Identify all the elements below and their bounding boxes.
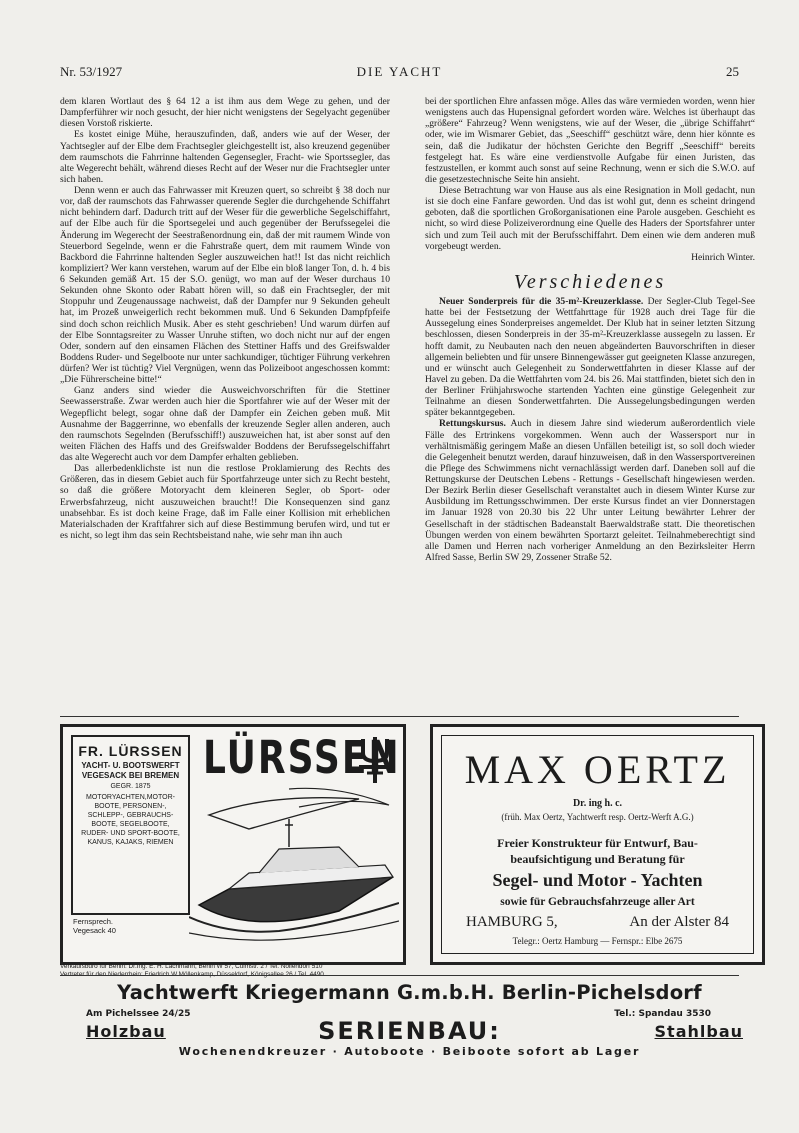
news-item <box>425 296 755 418</box>
news-item-text: Der Segler-Club Tegel-See hatte bei der Festsetzung der Wettfahrttage für 1928 auch drei Tage für die Aussegelung eines Sonderpreises angemeldet. Der Klub hat in seiner letzten Sitzung beschlossen, diesen Sonderpreis in der 35-m²-Kreuzerklasse aussegeln zu lassen. Er hofft damit, zu Neubauten nach den neuen abgeänderten Bauvorschriften in dieser allgemein beliebten und für unsere Binnengewässer gut geeigneten Klasse anzuregen, und er wünscht auch Gelegenheit zu Sonderwettfahrten in dieser Klasse auf der Havel zu geben. Da die Wettfahrten vom 24. bis 26. Mai stattfinden, bietet sich den in der Berliner Frühjahrswoche startenden Yachten eine günstige Gelegenheit zur Teilnahme an diesen Sonderwettfahrten. Die Aussegelungsbedingungen werden später bekanntgegeben. <box>425 296 755 419</box>
luerssen-info-box <box>71 735 190 915</box>
oertz-name: MAX OERTZ <box>464 747 731 792</box>
paragraph: Ganz anders sind wieder die Ausweichvorschriften für die Stettiner Seewasserstraße. Zwar werden auch hier die Sportfahrer wie auf der Weser mit der Wegepflicht belegt, sogar ohne daß der Dampfer ein Zeichen geben muß. Mit Ausnahme der Baggerrinne, wo ebenfalls der kreuzende Segler allen anderen, auch den raumschots Segelnden (Berufsschiff!) auszuweichen hat, ist aber sonst auf den weiten Flächen des Haffs und des Greifswalder Boddens der Berufssegelschiffahrt das alte Wegerecht auch vor dem Dampfer erhalten geblieben. <box>60 385 390 463</box>
luerssen-name: FR. LÜRSSEN <box>78 743 183 759</box>
trident-icon <box>355 733 395 785</box>
paragraph: bei der sportlichen Ehre anfassen möge. Alles das wäre vermieden worden, wenn hier wenigstens auch das Hupensignal gefordert worden wäre. Welches ist überhaupt das „größere“ Fahrzeug? Wenn wenigstens, wie auf der Weser, die „übrige Schiffahrt“ oder, wie im Wismarer Gebiet, das „Seeschiff“ geschützt wäre, denn hier könnte es sein, daß die Judikatur der höchsten Gerichte den Begriff „Seeschiff“ bereits festgelegt hat. Es wäre eine verdienstvolle Aufgabe für einen Juristen, das festzustellen, er kommt auch sonst auf seine Rechnung, wenn er sich die S.W.O. auf die gesetzestechnische Seite hin ansieht. <box>425 96 755 185</box>
luerssen-logo: LÜRSSEN <box>203 733 401 785</box>
section-title: Verschiedenes <box>513 270 667 293</box>
luerssen-phone-number: Vegesack 40 <box>73 926 116 935</box>
oertz-telegraph: Telegr.: Oertz Hamburg — Fernspr.: Elbe 2675 <box>512 936 683 946</box>
paragraph: Denn wenn er auch das Fahrwasser mit Kreuzen quert, so schreibt § 38 doch nur vor, daß der raumschots das Fahrwasser querende Segler die durchgehende Schiffahrt nicht behindern darf. Dadurch tritt auf der Weser für die gewerbliche Segelschiffahrt, auf der Elbe auch für die Sportsegelei und auch gegenüber der Berufssegelei die Änderung im Wegerecht der Seestraßenordnung ein, daß der mit raumem Winde von Steuerbord Segelnde, wenn er die Fahrstraße quert, dem mit raumem Winde von Backbord die Fahrrinne haltenden Segler auszuweichen hat!! Ist das nicht reichlich kompliziert? Wer kann verstehen, warum auf der Elbe ein bloß langer Ton, d. h. 4 bis 6 Sekunden gemäß Art. 15 der S.O. genügt, wo man auf der Weser durchaus 10 Sekunden ohne Skonto oder Rabatt hören will, so daß ein Frachtsegler, der mit Stoppuhr und Zeugenaussage nachweist, daß der Dampfer nur 9 Sekunden geheult hat, im Prozeß unweigerlich recht bekommen muß. Und 6 Sekunden Dampfpfeife sind doch schon reichlich Musik. Aber es steht geschrieben! Und warum dürfen auf der Elbe Sonntagsreiter zu Wasser Unruhe stiften, wo doch nicht nur auf der engen Oder, sondern auf den einsamen Flächen des Stettiner Haffs und des Greifswalder Boddens Ruder- und Segelboote nur unter sachkundiger, tüchtiger Führung verkehren dürfen? Wer ist tüchtig? Viel Vergnügen, wenn das Polizeiboot angeschossen kommt: „Die Führerscheine bitte!“ <box>60 185 390 386</box>
issue-number: Nr. 53/1927 <box>60 64 123 79</box>
news-item-text: Auch in diesem Jahre sind wiederum außerordentlich viele Fälle des Ertrinkens vorgekommen. Wenn auch der Wassersport nur in verhältnismäßig geringem Maße an diesen Unfällen beteiligt ist, so soll doch wieder die Gelegenheit benutzt werden, darauf hinzuweisen, daß in den Wassersportvereinen die Pflege des Schwimmens nicht vernachlässigt werden darf. Daneben soll auf die Rettungskurse der Deutschen Lebens - Rettungs - Gesellschaft hingewiesen werden. Der Bezirk Berlin dieser Gesellschaft veranstaltet auch in diesem Winter Kurse zur Ausbildung im Rettungsschwimmen. Der erste Kursus findet an vier Donnerstagen im Januar 1928 von 20.30 bis 22 Uhr unter Leitung bewährter Lehrer der Gesellschaft in der städtischen Badeanstalt Baerwaldstraße statt. Die theoretischen Übungen werden von einem bewährten Sportarzt geleitet. Teilnahmeberechtigt sind alle Damen und Herren nach vorheriger Anmeldung an den Bezirksleiter Herrn Alfred Sasse, Berlin SW 29, Zossener Straße 52. <box>425 418 755 563</box>
kriegermann-holzbau: Holzbau <box>86 1022 166 1041</box>
kriegermann-title: Yachtwerft Kriegermann G.m.b.H. Berlin-Pichelsdorf <box>117 981 702 1004</box>
news-item <box>425 418 755 563</box>
oertz-ad <box>430 724 765 965</box>
luerssen-founded: GEGR. 1875 <box>110 783 151 791</box>
news-item-title: Rettungskursus. <box>439 418 506 430</box>
oertz-inner-frame <box>441 735 754 954</box>
luerssen-footer <box>60 963 405 980</box>
paragraph: Es kostet einige Mühe, herauszufinden, daß, anders wie auf der Weser, der Yachtsegler auf der Elbe dem Frachtsegler gleichgestellt ist, also kreuzend gegenüber dem raumschots die Fahrrinne haltenden Gegensegler, Fracht- wie Sportssegler, das alte Wegerecht behält, während dieses Recht auf der Weser nur die Frachtsegler unter sich haben. <box>60 129 390 185</box>
oertz-vessels: sowie für Gebrauchsfahrzeuge aller Art <box>500 896 695 908</box>
magazine-title: DIE YACHT <box>356 64 443 79</box>
oertz-services-line: beaufsichtigung und Beratung für <box>510 851 685 866</box>
divider <box>60 975 739 976</box>
page-number: 25 <box>726 64 739 79</box>
oertz-city: HAMBURG 5, <box>466 914 558 930</box>
luerssen-ad <box>60 724 406 965</box>
kriegermann-stahlbau: Stahlbau <box>654 1022 743 1041</box>
oertz-former: (früh. Max Oertz, Yachtwerft resp. Oertz-Werft A.G.) <box>501 812 694 822</box>
paragraph: Das allerbedenklichste ist nun die restlose Proklamierung des Rechts des Größeren, das in diesem Gebiet auch für Sportfahrzeuge unter sich zu Recht besteht, so daß die größere Motoryacht dem kleineren Segler, ob Sport- oder Erwerbsfahrzeug, nicht auszuweichen braucht!! Die Konsequenzen sind ganz unabsehbar. Es ist doch keine Frage, daß im Falle einer Kollision mit erheblichen Materialschaden der Kraftfahrer sich auf diese Bestimmung berufen wird, und tut er es nicht, so legt ihm das sein Rechtsbeistand nahe, wie sehr man ihn auch <box>60 463 390 541</box>
author-signature: Heinrich Winter. <box>691 251 755 263</box>
news-item-title: Neuer Sonderpreis für die 35-m²-Kreuzerklasse. <box>439 296 644 308</box>
left-text-column <box>60 96 390 541</box>
luerssen-phone <box>73 917 116 935</box>
luerssen-sub1: YACHT- U. BOOTSWERFT <box>81 761 180 770</box>
kriegermann-serienbau: SERIENBAU: <box>318 1017 501 1045</box>
motor-yacht-illustration-icon <box>189 785 399 949</box>
oertz-yachts: Segel- und Motor - Yachten <box>492 870 703 890</box>
kriegermann-products: Wochenendkreuzer · Autoboote · Beiboote sofort ab Lager <box>178 1045 641 1058</box>
page-header <box>60 64 739 82</box>
kriegermann-ad <box>60 981 759 1063</box>
divider <box>60 716 739 717</box>
luerssen-sub2: VEGESACK BEI BREMEN <box>81 770 180 780</box>
luerssen-subtitle <box>73 761 188 780</box>
luerssen-footer-line: Verkaufsbüro für Berlin: Dr.Ing. E. H. Lachmann, Berlin W 57, Culmstr. 2 / Tel. Nollendorf 510 <box>60 963 323 970</box>
luerssen-product-list: MOTORYACHTEN,MOTOR-BOOTE, PERSONEN-, SCHLEPP-, GEBRAUCHS-BOOTE, SEGELBOOTE, RUDER- UND SPORT-BOOTE, KANUS, KAJAKS, RIEMEN <box>81 794 180 846</box>
paragraph: Diese Betrachtung war von Hause aus als eine Resignation in Moll gedacht, nun ist sie doch eine Fanfare geworden. Und das ist wohl gut, denn es scheint dringend geboten, daß die sportlichen Großorganisationen eine Parole ausgeben. Geschieht es nicht, so wird diese Polizeiverordnung eine Quelle des Haders der Sportsfahrer unter sich und zum Teil auch mit der Berufsschiffahrt. Dem einen wie dem anderen muß vorgebeugt werden. <box>425 185 755 252</box>
oertz-street: An der Alster 84 <box>629 914 729 930</box>
right-text-column <box>425 96 755 563</box>
paragraph: dem klaren Wortlaut des § 64 12 a ist ihm aus dem Wege zu gehen, und der Dampferführer wir noch gesucht, der hier nicht wenigstens der Segelyacht gegenüber diesen Vorstoß riskierte. <box>60 96 390 130</box>
kriegermann-address: Am Pichelssee 24/25 <box>86 1009 191 1019</box>
oertz-services <box>442 836 753 867</box>
oertz-title: Dr. ing h. c. <box>572 798 623 809</box>
kriegermann-phone: Tel.: Spandau 3530 <box>614 1009 711 1019</box>
luerssen-phone-label: Fernsprech. <box>73 917 114 926</box>
oertz-services-line: Freier Konstrukteur für Entwurf, Bau- <box>497 836 698 850</box>
